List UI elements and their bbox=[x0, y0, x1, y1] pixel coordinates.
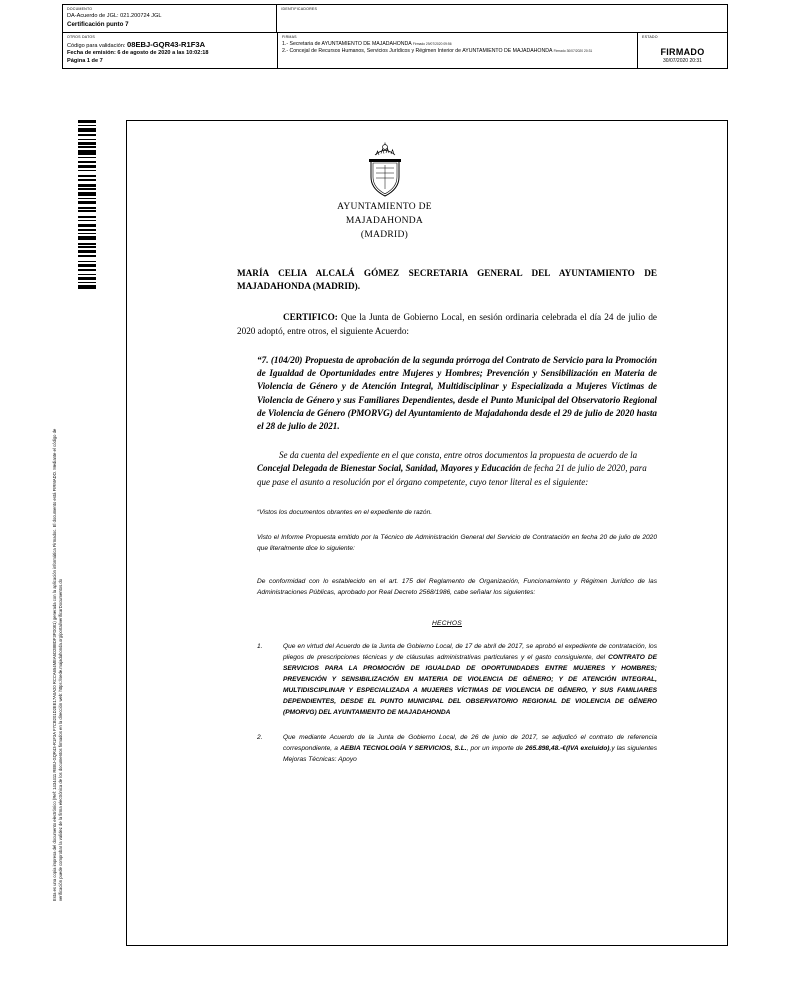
header-documento-cell bbox=[63, 5, 277, 32]
document-content bbox=[237, 141, 657, 765]
header-firma-1-text: 1.- Secretaria de AYUNTAMIENTO DE MAJADAHONDA bbox=[282, 40, 412, 47]
verification-note-line2: verificación puede comprobar la validez de la firma electrónica de los documentos firmados en la dirección web: https://sede.majadahonda.org/portal/verificarDocumentos.do bbox=[58, 578, 63, 901]
vistos-paragraph: “Vistos los documentos obrantes en el expediente de razón. bbox=[257, 508, 433, 516]
header-estado-date: 30/07/2020 20:31 bbox=[663, 57, 702, 64]
list-item-0-pre: Que en virtud del Acuerdo de la Junta de Gobierno Local, de 17 de abril de 2017, se aprobó el expediente de contratación, los pliegos de prescripciones técnicas y de cláusulas administrativas particulares y el gasto consiguiente, del bbox=[283, 642, 657, 661]
list-item bbox=[237, 641, 657, 718]
header-firma-1-sub: Firmado 29/07/2020 09:56 bbox=[412, 41, 452, 46]
acuerdo-paragraph: “7. (104/20) Propuesta de aprobación de la segunda prórroga del Contrato de Servicio para la Promoción de Igualdad de Oportunidades entre Mujeres y Hombres; Prevención y Sensibilización en Materia de Violencia de Género y de Atención Integral, Multidisciplinar y Especializada a Mujeres Víctimas de Violencia de Género y sus Familiares Dependientes, desde el Punto Municipal del Observatorio Regional de Violencia de Género (PMORVG) del Ayuntamiento de Majadahonda desde el 29 de julio de 2020 hasta el 28 de julio de 2021. bbox=[257, 355, 657, 432]
header-firma-1 bbox=[282, 41, 633, 48]
page-title: MARÍA CELIA ALCALÁ GÓMEZ SECRETARIA GENERAL DEL AYUNTAMIENTO DE MAJADAHONDA (MADRID). bbox=[237, 268, 657, 291]
list-item-1-tail: ,y las siguientes Mejoras Técnicas: Apoyo bbox=[283, 744, 657, 763]
header-documento-title: Certificación punto 7 bbox=[67, 20, 129, 28]
header-estado-cell bbox=[638, 33, 727, 69]
document-page bbox=[126, 120, 728, 946]
list-item-1-post: , por un importe de bbox=[466, 744, 526, 752]
header-documento-ref: DA-Acuerdo de JGL: 021.200724 JGL bbox=[67, 13, 162, 19]
coat-of-arms-icon bbox=[363, 141, 407, 199]
hechos-heading: HECHOS bbox=[431, 619, 462, 627]
header-emission-row bbox=[67, 50, 273, 58]
list-item-text bbox=[283, 732, 657, 765]
header-emission-value: 6 de agosto de 2020 a las 10:02:18 bbox=[117, 50, 209, 56]
list-item-1-pre: Que mediante Acuerdo de la Junta de Gobierno Local, de 26 de junio de 2017, se adjudicó el contrato de referencia correspondiente, a bbox=[283, 733, 657, 752]
status-badge: FIRMADO bbox=[660, 46, 705, 57]
cuenta-bold: Concejal Delegada de Bienestar Social, Sanidad, Mayores y Educación bbox=[257, 463, 521, 474]
header-identificadores-label: IDENTIFICADORES bbox=[281, 7, 318, 11]
header-otrosdatos-label: OTROS DATOS bbox=[67, 34, 96, 39]
verification-note-line1: Esta es una copia impresa del documento electrónico (Ref: 1434411 REBJ-GQR43-R1F3A F7CB201D2EE17A0A20 RCCA654MEA5D2BBDF3FD081) generada con la aplicación informática Firmadoc. El documento está FIRMADO. Mediante el código de bbox=[52, 428, 57, 901]
list-item-1-bold: AEBIA TECNOLOGÍA Y SERVICIOS, S.L. bbox=[340, 744, 467, 752]
certifico-paragraph bbox=[237, 311, 657, 338]
certifico-keyword: CERTIFICO: bbox=[283, 312, 338, 322]
header-validation-code: 08EBJ-GQR43-R1F3A bbox=[127, 39, 206, 49]
list-item bbox=[237, 732, 657, 765]
letterhead-line-2: MAJADAHONDA bbox=[345, 216, 424, 226]
list-item-0-bold: CONTRATO DE SERVICIOS PARA LA PROMOCIÓN DE IGUALDAD DE OPORTUNIDADES ENTRE MUJERES Y HOMBRES; PREVENCIÓN Y SENSIBILIZACIÓN EN MATERIA DE VIOLENCIA DE GÉNERO; Y DE ATENCIÓN INTEGRAL, MULTIDISCIPLINAR Y ESPECIALIZADA A MUJERES VÍCTIMAS DE VIOLENCIA DE GÉNERO, Y SUS FAMILIARES DEPENDIENTES, DESDE EL PUNTO MUNICIPAL DEL OBSERVATORIO REGIONAL DE VIOLENCIA DE GÉNERO (PMORVG) DEL AYUNTAMIENTO DE MAJADAHONDA bbox=[283, 653, 657, 716]
list-item-number: 1. bbox=[257, 642, 263, 650]
conformidad-paragraph: De conformidad con lo establecido en el art. 175 del Reglamento de Organización, Funcionamiento y Régimen Jurídico de las Administraciones Públicas, aprobado por Real Decreto 2568/1986, cabe señalar los siguientes: bbox=[257, 577, 657, 596]
visto-informe-paragraph: Visto el Informe Propuesta emitido por la Técnico de Administración General del Servicio de Contratación en fecha 20 de julio de 2020 que literalmente dice lo siguiente: bbox=[257, 533, 657, 552]
header-documento-label: DOCUMENTO bbox=[67, 7, 93, 11]
verification-legal-note bbox=[52, 261, 64, 901]
header-page-label: Página 1 de 7 bbox=[67, 57, 103, 64]
header-firma-2-sub: Firmado 30/07/2020 20:31 bbox=[553, 48, 593, 53]
list-item-text bbox=[283, 641, 657, 718]
document-validation-header bbox=[62, 4, 728, 69]
header-otrosdatos-cell bbox=[63, 33, 278, 69]
certifico-text: Que la Junta de Gobierno Local, en sesión ordinaria celebrada el día 24 de julio de 2020 adoptó, entre otros, el siguiente Acuerdo: bbox=[237, 312, 657, 336]
cuenta-paragraph bbox=[237, 449, 657, 489]
header-estado-label: ESTADO bbox=[642, 34, 658, 39]
header-firma-2 bbox=[282, 48, 633, 55]
header-firmas-label: FIRMAS bbox=[282, 34, 297, 39]
letterhead-line-3: (MADRID) bbox=[360, 230, 409, 240]
list-item-1-amount: 265.898,48.-€(IVA excluido) bbox=[525, 744, 610, 752]
header-firma-2-text: 2.- Concejal de Recursos Humanos, Servicios Jurídicos y Régimen Interior de AYUNTAMIENTO DE MAJADAHONDA bbox=[282, 47, 553, 54]
cuenta-pre: Se da cuenta del expediente en el que consta, entre otros documentos la propuesta de acuerdo de la bbox=[279, 450, 638, 461]
letterhead-line-1: AYUNTAMIENTO DE bbox=[337, 202, 432, 212]
letterhead bbox=[297, 141, 472, 241]
header-firmas-cell bbox=[278, 33, 638, 69]
header-identificadores-cell bbox=[277, 5, 727, 32]
header-validation-label: Código para validación: bbox=[67, 42, 126, 49]
header-emission-label: Fecha de emisión: bbox=[67, 50, 116, 56]
barcode bbox=[78, 120, 96, 290]
header-validation-row bbox=[67, 41, 273, 51]
list-item-number: 2. bbox=[257, 733, 263, 741]
cuenta-post: de fecha 21 de julio de 2020, para que pase el asunto a resolución por el órgano competente, cuyo tenor literal es el siguiente: bbox=[257, 463, 647, 487]
